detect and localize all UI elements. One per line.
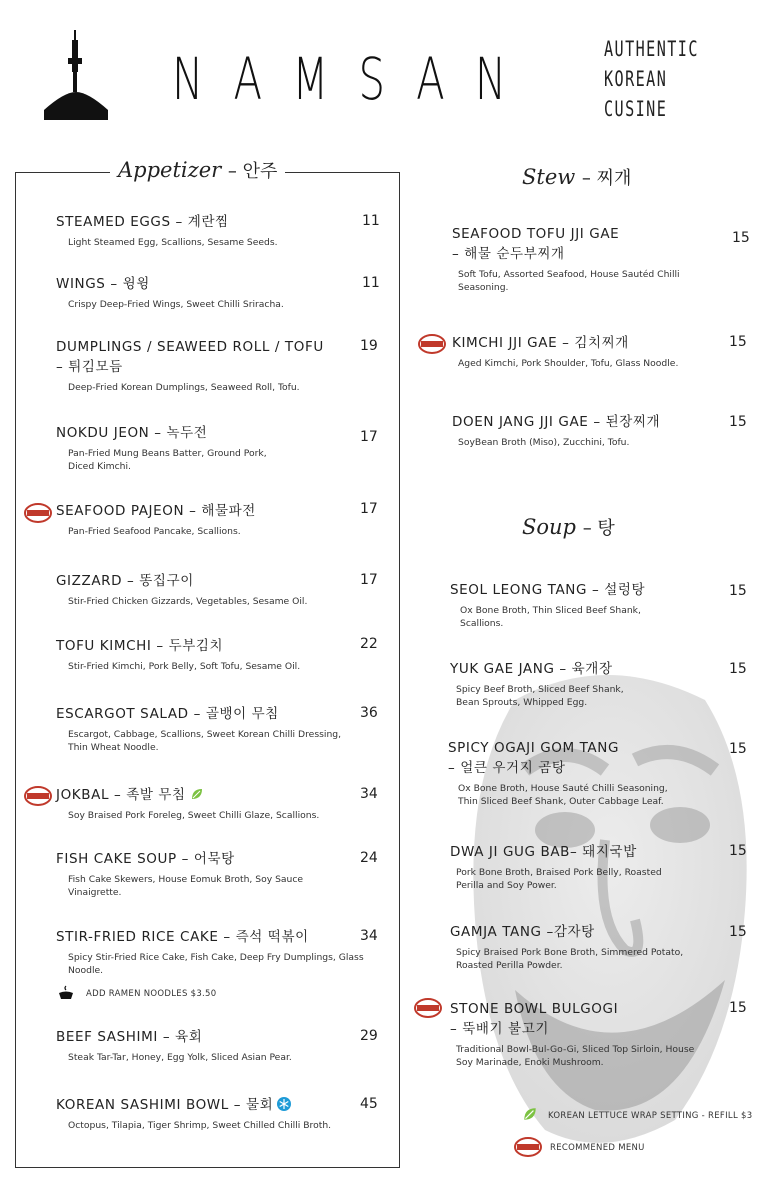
menu-item: KOREAN SASHIMI BOWL – 물회 Octopus, Tilapia, Tiger Shrimp, Sweet Chilled Chilli Broth.	[56, 1097, 332, 1131]
recommended-stamp-icon	[414, 998, 442, 1018]
item-price: 29	[360, 1028, 378, 1044]
menu-item: SEAFOOD TOFU JJI GAE – 해물 순두부찌개 Soft Tofu, Assorted Seafood, House Sautéd Chilli Seasoning.	[452, 226, 680, 293]
item-price: 22	[360, 636, 378, 652]
recommended-stamp-icon	[514, 1137, 542, 1157]
menu-item: YUK GAE JANG – 육개장 Spicy Beef Broth, Sliced Beef Shank, Bean Sprouts, Whipped Egg.	[450, 661, 624, 708]
menu-item: BEEF SASHIMI – 육회 Steak Tar-Tar, Honey, Egg Yolk, Sliced Asian Pear.	[56, 1029, 292, 1063]
tagline-line-3: CUSINE	[604, 97, 668, 121]
menu-item: STONE BOWL BULGOGI – 뚝배기 불고기 Traditional Bowl-Bul-Go-Gi, Sliced Top Sirloin, House Soy Marinade, Enoki Mushroom.	[450, 1001, 695, 1068]
appetizer-title: Appetizer – 안주	[110, 157, 285, 183]
menu-item: DOEN JANG JJI GAE – 된장찌개 SoyBean Broth (Miso), Zucchini, Tofu.	[452, 414, 661, 448]
hahoe-mask-illustration	[455, 660, 755, 1160]
menu-item: GIZZARD – 똥집구이 Stir-Fried Chicken Gizzards, Vegetables, Sesame Oil.	[56, 573, 308, 607]
tagline-line-1: AUTHENTIC	[604, 37, 699, 61]
menu-item: SEOL LEONG TANG – 설렁탕 Ox Bone Broth, Thin Sliced Beef Shank, Scallions.	[450, 582, 646, 629]
ramen-addon: ADD RAMEN NOODLES $3.50	[86, 989, 217, 999]
lettuce-leaf-icon	[522, 1106, 538, 1122]
item-price: 15	[729, 924, 747, 940]
recommended-legend: RECOMMENED MENU	[550, 1143, 645, 1153]
item-price: 36	[360, 705, 378, 721]
item-price: 15	[729, 741, 747, 757]
item-price: 15	[729, 1000, 747, 1016]
brand-name: NAMSAN	[172, 45, 537, 113]
menu-item: ESCARGOT SALAD – 골뱅이 무침 Escargot, Cabbage, Scallions, Sweet Korean Chilli Dressing, Thin Wheat Noodle.	[56, 706, 342, 753]
lettuce-leaf-icon	[190, 787, 204, 801]
tagline	[604, 34, 699, 124]
menu-item: TOFU KIMCHI – 두부김치 Stir-Fried Kimchi, Pork Belly, Soft Tofu, Sesame Oil.	[56, 638, 301, 672]
item-price: 15	[729, 583, 747, 599]
recommended-stamp-icon	[24, 786, 52, 806]
menu-item: JOKBAL – 족발 무침 Soy Braised Pork Foreleg, Sweet Chilli Glaze, Scallions.	[56, 787, 320, 821]
item-price: 11	[362, 275, 380, 291]
menu-item: DWA JI GUG BAB– 돼지국밥 Pork Bone Broth, Braised Pork Belly, Roasted Perilla and Soy Power.	[450, 844, 662, 891]
item-price: 15	[729, 843, 747, 859]
item-price: 34	[360, 786, 378, 802]
menu-item: DUMPLINGS / SEAWEED ROLL / TOFU – 튀김모듬 Deep-Fried Korean Dumplings, Seaweed Roll, Tofu.	[56, 339, 324, 393]
menu-item: WINGS – 윙윙 Crispy Deep-Fried Wings, Sweet Chilli Sriracha.	[56, 276, 284, 310]
soup-title: Soup – 탕	[514, 514, 623, 540]
namsan-tower-icon	[44, 30, 108, 120]
menu-item: FISH CAKE SOUP – 어묵탕 Fish Cake Skewers, House Eomuk Broth, Soy Sauce Vinaigrette.	[56, 851, 304, 898]
menu-item: STIR-FRIED RICE CAKE – 즉석 떡볶이 Spicy Stir-Fried Rice Cake, Fish Cake, Deep Fry Dumplings, Glass Noodle.	[56, 929, 364, 976]
menu-item: NOKDU JEON – 녹두전 Pan-Fried Mung Beans Batter, Ground Pork, Diced Kimchi.	[56, 425, 267, 472]
ramen-pot-icon	[58, 984, 74, 1000]
item-price: 15	[729, 661, 747, 677]
recommended-stamp-icon	[24, 503, 52, 523]
menu-item: KIMCHI JJI GAE – 김치찌개 Aged Kimchi, Pork Shoulder, Tofu, Glass Noodle.	[452, 335, 679, 369]
item-price: 11	[362, 213, 380, 229]
menu-item: GAMJA TANG –감자탕 Spicy Braised Pork Bone Broth, Simmered Potato, Roasted Perilla Powder.	[450, 924, 684, 971]
item-price: 45	[360, 1096, 378, 1112]
lettuce-legend: KOREAN LETTUCE WRAP SETTING - REFILL $3	[548, 1111, 753, 1121]
item-price: 15	[729, 414, 747, 430]
item-price: 15	[729, 334, 747, 350]
tagline-line-2: KOREAN	[604, 67, 668, 91]
item-price: 15	[732, 230, 750, 246]
menu-item: SEAFOOD PAJEON – 해물파전 Pan-Fried Seafood Pancake, Scallions.	[56, 503, 256, 537]
stew-title: Stew – 찌개	[514, 164, 639, 190]
item-price: 19	[360, 338, 378, 354]
recommended-stamp-icon	[418, 334, 446, 354]
menu-item: STEAMED EGGS – 계란찜 Light Steamed Egg, Scallions, Sesame Seeds.	[56, 214, 278, 248]
item-price: 17	[360, 501, 378, 517]
menu-item: SPICY OGAJI GOM TANG – 얼큰 우거지 곰탕 Ox Bone Broth, House Sauté Chilli Seasoning, Thin Sliced Beef Shank, Outer Cabbage Leaf.	[448, 740, 668, 807]
snowflake-icon	[277, 1097, 291, 1111]
item-price: 24	[360, 850, 378, 866]
item-price: 34	[360, 928, 378, 944]
item-price: 17	[360, 572, 378, 588]
item-price: 17	[360, 429, 378, 445]
